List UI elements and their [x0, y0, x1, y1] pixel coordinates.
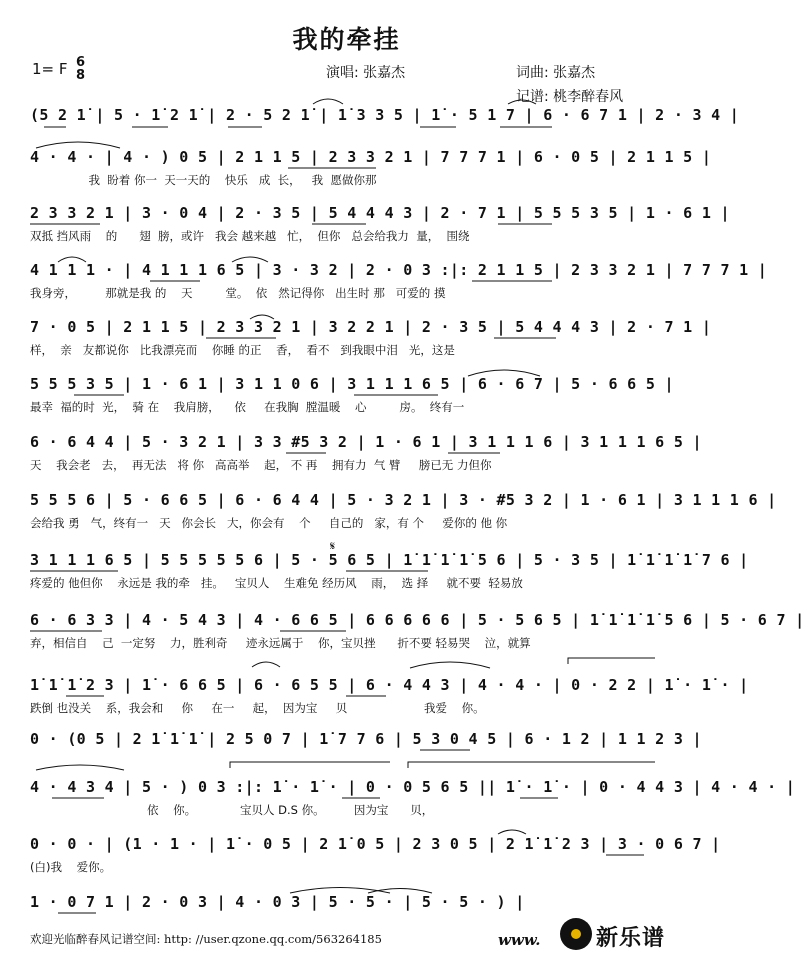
singer-credit: 演唱: 张嘉杰	[326, 65, 406, 81]
lyric-line: 最幸 福的时 光， 骑 在 我肩膀， 依 在我胸 膛温暖 心 房。 终有一	[30, 400, 465, 414]
notation-line: 4 · 4 · | 4 · ) 0 5 | 2 1 1 5 | 2 3 3 2 1 | 7 7 7 1 | 6 · 0 5 | 2 1 1 5 |	[30, 148, 712, 166]
notation-line: 0 · (0 5 | 2 1̇ 1̇ 1̇ | 2 5 0 7 | 1̇ 7 7 6 | 5 3 0 4 5 | 6 · 1 2 | 1 1 2 3 |	[30, 730, 702, 748]
notation-line: 4 · 4 3 4 | 5 · ) 0 3 :|: 1̇ · 1̇ · | 0 · 0 5 6 5 || 1̇ · 1̇ · | 0 · 4 4 3 | 4 · 4 · |	[30, 778, 796, 796]
notation-line: 5 5 5 3 5 | 1 · 6 1 | 3 1 1 0 6 | 3 1 1 1 6 5 | 6 · 6 7 | 5 · 6 6 5 |	[30, 375, 674, 393]
tie-mark	[36, 142, 120, 148]
tie-mark	[36, 765, 124, 770]
meter-numerator: 6	[76, 55, 86, 70]
lyric-line: 疼爱的 他但你 永远是 我的牵 挂。 宝贝人 生难免 经历风 雨， 选 择 就不要 轻易放	[30, 576, 523, 590]
lyric-line: 依 你。 宝贝人 D.S 你。 因为宝 贝，	[30, 803, 434, 817]
notation-line: 7 · 0 5 | 2 1 1 5 | 2 3 3 2 1 | 3 2 2 1 | 2 · 3 5 | 5 4 4 4 3 | 2 · 7 1 |	[30, 318, 712, 336]
page-title: 我的牵挂	[292, 25, 401, 54]
lyric-line: 会给我 勇 气，终有一 天 你会长 大，你会有 个 自己的 家，有 个 爱你的 他 你	[30, 516, 508, 530]
tie-mark	[290, 888, 390, 894]
slur-mark	[410, 662, 490, 668]
notation-line: 0 · 0 · | (1 · 1 · | 1̇ · 0 5 | 2 1̇ 0 5 | 2 3 0 5 | 2 1̇ 1̇ 2 3 | 3 · 0 6 7 |	[30, 835, 721, 853]
lyric-line: 样， 亲 友都说你 比我漂亮而 你睡 的正 香， 看不 到我眼中泪 光，这是	[30, 343, 455, 357]
tie-mark	[58, 257, 86, 262]
slur-mark	[508, 100, 536, 104]
transcriber-credit: 记谱: 桃李醉春风	[516, 89, 624, 105]
footer-note: 欢迎光临醉春风记谱空间: http: //user.qzone.qq.com/563264185	[30, 932, 382, 946]
notation-line: 5 5 5 6 | 5 · 6 6 5 | 6 · 6 4 4 | 5 · 3 2 1 | 3 · #5 3 2 | 1 · 6 1 | 3 1 1 1 6 |	[30, 491, 777, 509]
notation-line: 1 · 0 7 1 | 2 · 0 3 | 4 · 0 3 | 5 · 5 · | 5 · 5 · ) |	[30, 893, 525, 911]
volta-bracket	[230, 762, 390, 768]
composer-credit: 词曲: 张嘉杰	[516, 65, 596, 81]
lyric-line: 跌倒 也没关 系，我会和 你 在一 起， 因为宝 贝 我爱 你。	[30, 701, 485, 715]
slur-mark	[498, 830, 526, 834]
notation-line: (5 2 1̇ | 5 · 1̇ 2 1̇ | 2 · 5 2 1̇ | 1̇ 3 3 5 | 1̇ · 5 1 7 | 6 · 6 7 1 | 2 · 3 4 |	[30, 106, 740, 124]
meter-denominator: 8	[76, 68, 86, 83]
notation-line: 3 1 1 1 6 5 | 5 5 5 5 5 6 | 5 · 5 6 5 | 1̇ 1̇ 1̇ 1̇ 5 6 | 5 · 3 5 | 1̇ 1̇ 1̇ 1̇ 7 6 |	[30, 551, 749, 569]
lyric-line: 弃，相信自 己 一定努 力，胜利奇 迹永远属于 你，宝贝挫 折不要 轻易哭 泣，就算	[30, 636, 531, 650]
notation-line: 2 3 3 2 1 | 3 · 0 4 | 2 · 3 5 | 5 4 4 4 3 | 2 · 7 1 | 5 5 5 3 5 | 1 · 6 1 |	[30, 204, 730, 222]
tie-mark	[368, 889, 432, 894]
lyric-line: 我 盼着 你一 天一天的 快乐 成 长， 我 愿做你那	[30, 173, 377, 187]
slur-mark	[313, 99, 343, 104]
logo-text: 新乐谱	[596, 926, 666, 951]
volta-bracket	[568, 658, 655, 664]
notation-line: 4 1 1 1 · | 4 1 1 1 6 5 | 3 · 3 2 | 2 · 0 3 :|: 2 1 1 5 | 2 3 3 2 1 | 7 7 7 1 |	[30, 261, 768, 279]
slur-mark	[232, 257, 268, 262]
slur-mark	[468, 370, 540, 376]
slur-mark	[250, 315, 274, 319]
segno-mark: 𝄋	[330, 539, 336, 553]
key-signature: 1= F	[32, 60, 68, 78]
lyric-line: (白)我 爱你。	[30, 860, 112, 874]
notation-line: 6 · 6 4 4 | 5 · 3 2 1 | 3 3 #5 3 2 | 1 · 6 1 | 3 1 1 1 6 | 3 1 1 1 6 5 |	[30, 433, 702, 451]
site-logo[interactable]	[560, 914, 688, 954]
notation-line: 1̇ 1̇ 1̇ 2 3 | 1̇ · 6 6 5 | 6 · 6 5 5 | 6 · 4 4 3 | 4 · 4 · | 0 · 2 2 | 1̇ · 1̇ · |	[30, 676, 749, 694]
site-www[interactable]: www.	[498, 931, 541, 949]
notation-line: 6 · 6 3 3 | 4 · 5 4 3 | 4 · 6 6 5 | 6 6 6 6 6 | 5 · 5 6 5 | 1̇ 1̇ 1̇ 1̇ 5 6 | 5 · 6 7 |	[30, 611, 804, 629]
slur-mark	[252, 662, 280, 667]
volta-bracket	[408, 762, 655, 768]
lyric-line: 天 我会老 去， 再无法 将 你 高高举 起， 不 再 拥有力 气 臂 膀已无 力但你	[30, 458, 492, 472]
lyric-line: 我身旁， 那就是我 的 天 堂。 依 然记得你 出生时 那 可爱的 摸	[30, 286, 446, 300]
record-disc-icon	[560, 918, 592, 950]
lyric-line: 双抵 挡风雨 的 翅 膀，或许 我会 越来越 忙， 但你 总会给我力 量， 围绕	[30, 229, 470, 243]
